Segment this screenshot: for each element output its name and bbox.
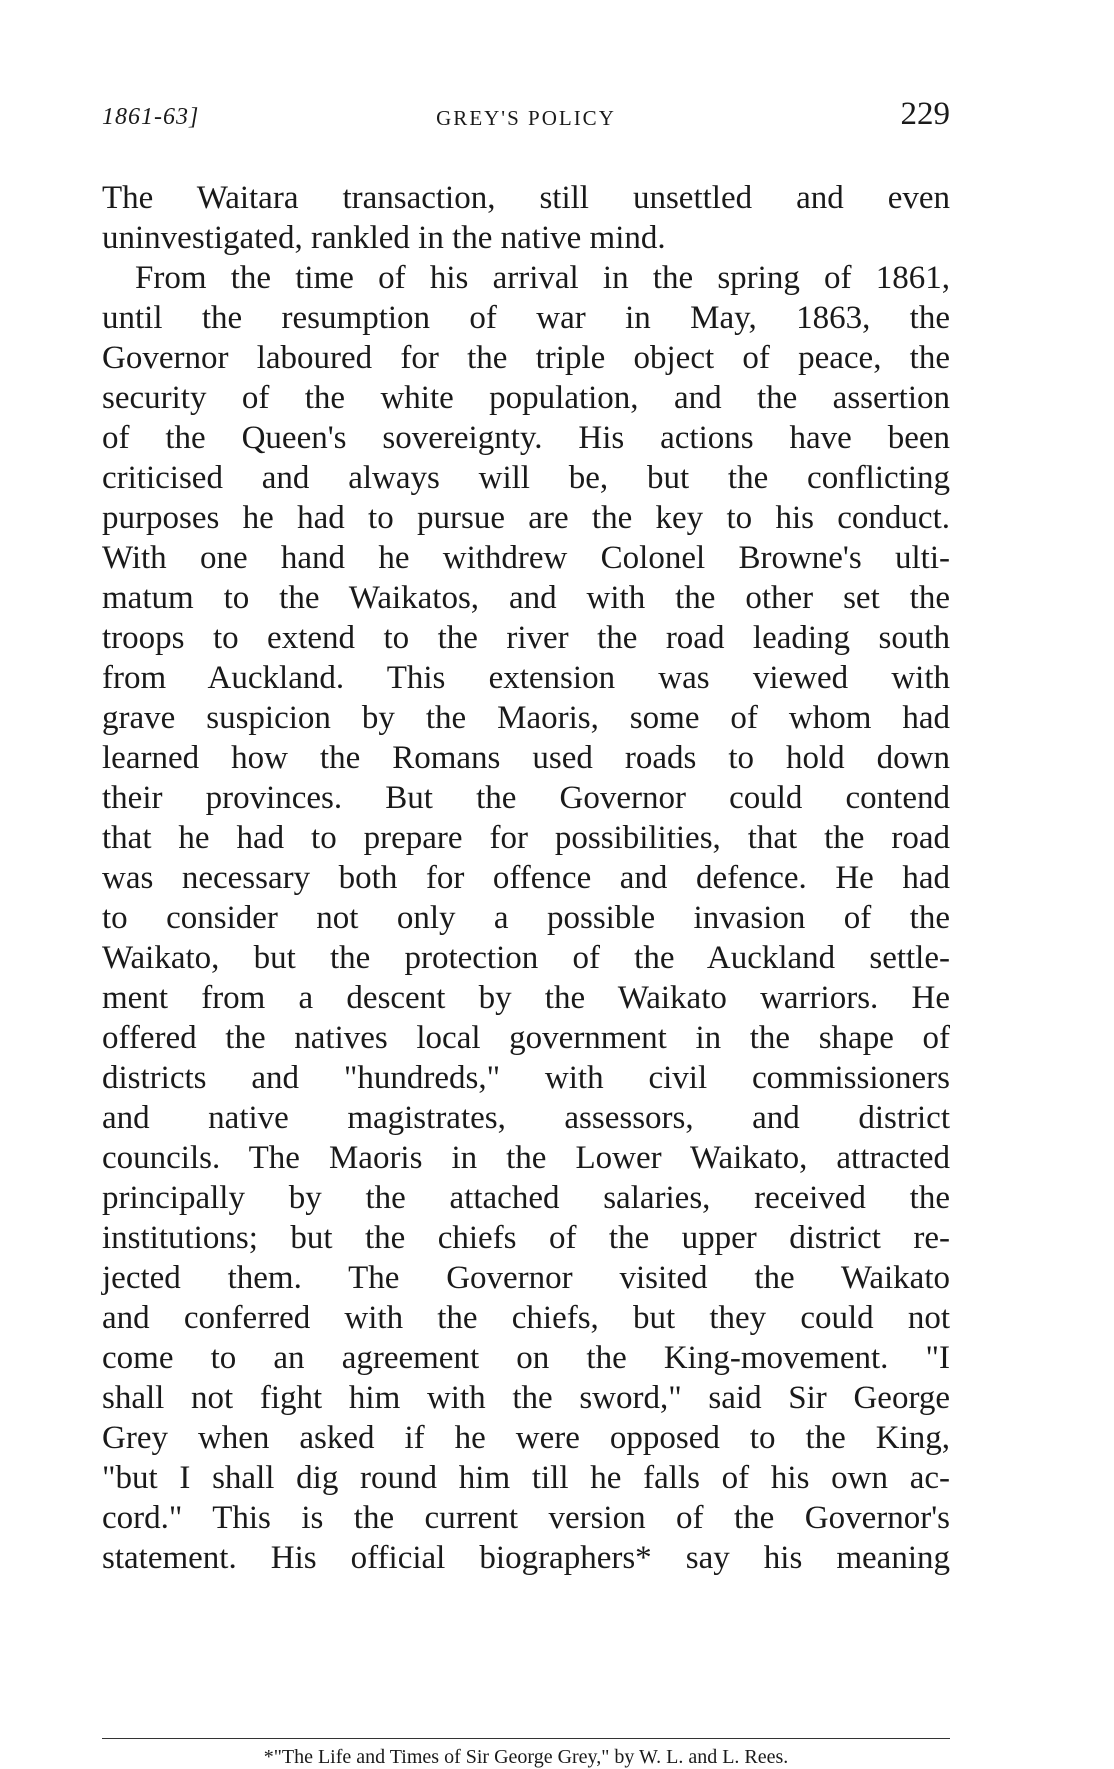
text-line: shall not fight him with the sword," said Sir George — [102, 1380, 950, 1416]
text-line: from Auckland. This extension was viewed with — [102, 660, 950, 696]
text-line: that he had to prepare for possibilities, that the road — [102, 820, 950, 856]
text-line: jected them. The Governor visited the Waikato — [102, 1260, 950, 1296]
text-line: "but I shall dig round him till he falls of his own ac- — [102, 1460, 950, 1496]
text-line: criticised and always will be, but the conflicting — [102, 460, 950, 496]
running-head — [102, 96, 950, 136]
text-line: ment from a descent by the Waikato warriors. He — [102, 980, 950, 1016]
text-line: matum to the Waikatos, and with the other set the — [102, 580, 950, 616]
text-line: cord." This is the current version of the Governor's — [102, 1500, 950, 1536]
text-line: The Waitara transaction, still unsettled and even — [102, 180, 950, 216]
text-line: statement. His official biographers* say his meaning — [102, 1540, 950, 1576]
text-line: and conferred with the chiefs, but they could not — [102, 1300, 950, 1336]
body-text — [102, 178, 950, 1578]
footnote: *"The Life and Times of Sir George Grey," by W. L. and L. Rees. — [263, 1746, 789, 1768]
text-line: purposes he had to pursue are the key to his conduct. — [102, 500, 950, 536]
text-line: Governor laboured for the triple object of peace, the — [102, 340, 950, 376]
running-head-title: GREY'S POLICY — [436, 106, 616, 130]
text-line: From the time of his arrival in the spring of 1861, — [135, 260, 950, 296]
text-line: offered the natives local government in the shape of — [102, 1020, 950, 1056]
text-line: institutions; but the chiefs of the upper district re- — [102, 1220, 950, 1256]
text-line: learned how the Romans used roads to hold down — [102, 740, 950, 776]
text-line: grave suspicion by the Maoris, some of whom had — [102, 700, 950, 736]
page-number: 229 — [900, 96, 950, 132]
text-line: to consider not only a possible invasion of the — [102, 900, 950, 936]
text-line: troops to extend to the river the road leading south — [102, 620, 950, 656]
text-line: of the Queen's sovereignty. His actions have been — [102, 420, 950, 456]
text-line: Grey when asked if he were opposed to the King, — [102, 1420, 950, 1456]
text-line: uninvestigated, rankled in the native mind. — [102, 220, 666, 256]
text-line: principally by the attached salaries, received the — [102, 1180, 950, 1216]
text-line: and native magistrates, assessors, and district — [102, 1100, 950, 1136]
text-line: was necessary both for offence and defence. He had — [102, 860, 950, 896]
text-line: come to an agreement on the King-movement. "I — [102, 1340, 950, 1376]
text-line: Waikato, but the protection of the Auckland settle- — [102, 940, 950, 976]
footnote-divider — [102, 1738, 950, 1739]
running-head-years: 1861-63] — [102, 104, 200, 130]
text-line: until the resumption of war in May, 1863, the — [102, 300, 950, 336]
text-line: districts and "hundreds," with civil commissioners — [102, 1060, 950, 1096]
text-line: security of the white population, and the assertion — [102, 380, 950, 416]
text-line: councils. The Maoris in the Lower Waikato, attracted — [102, 1140, 950, 1176]
text-line: their provinces. But the Governor could contend — [102, 780, 950, 816]
text-line: With one hand he withdrew Colonel Browne's ulti- — [102, 540, 950, 576]
